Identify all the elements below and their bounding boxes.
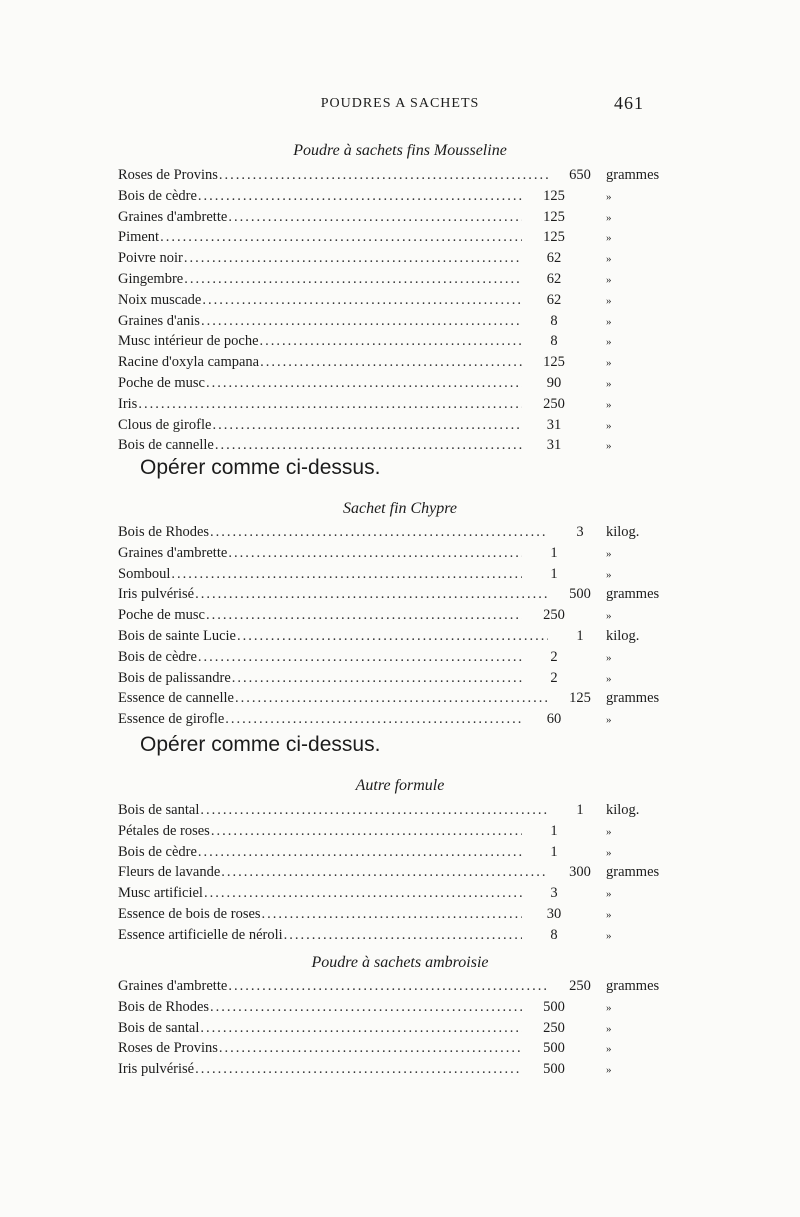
- ingredient-row: [118, 690, 678, 711]
- ingredient-name: Racine d'oxyla campana: [118, 354, 260, 371]
- ingredient-name: Bois de Rhodes: [118, 998, 210, 1015]
- ingredient-unit: »: [606, 211, 612, 224]
- instruction-text: Opérer comme ci-dessus.: [140, 733, 381, 756]
- ingredient-name: Bois de cannelle: [118, 437, 214, 454]
- ingredient-name: Iris pulvérisé: [118, 586, 195, 603]
- leader-dots: [260, 354, 522, 371]
- ingredient-quantity: 8: [550, 312, 558, 329]
- ingredient-unit: grammes: [606, 690, 660, 707]
- ingredient-row: [118, 906, 678, 927]
- leader-dots: [201, 313, 522, 330]
- ingredient-unit: »: [606, 253, 612, 266]
- ingredient-row: [118, 927, 678, 948]
- ingredient-quantity: 2: [550, 669, 558, 686]
- leader-dots: [198, 188, 522, 205]
- leader-dots: [284, 927, 522, 944]
- ingredient-quantity: 31: [546, 416, 562, 433]
- ingredient-quantity: 250: [569, 978, 591, 994]
- leader-dots: [200, 802, 548, 819]
- ingredient-name: Graines d'ambrette: [118, 208, 228, 225]
- ingredient-quantity: 500: [543, 1061, 565, 1078]
- ingredient-unit: »: [606, 908, 612, 921]
- leader-dots: [237, 628, 548, 645]
- leader-dots: [195, 586, 548, 603]
- ingredient-row: [118, 711, 678, 732]
- ingredient-quantity: 1: [576, 802, 584, 818]
- ingredient-unit: »: [606, 273, 612, 286]
- ingredient-row: [118, 333, 678, 354]
- ingredient-quantity: 250: [543, 607, 565, 624]
- ingredient-quantity: 125: [543, 229, 565, 246]
- section-title-mousseline: Poudre à sachets fins Mousseline: [293, 142, 507, 159]
- ingredient-unit: »: [606, 547, 612, 560]
- ingredient-name: Noix muscade: [118, 291, 202, 308]
- ingredient-row: [118, 586, 678, 607]
- leader-dots: [232, 670, 522, 687]
- ingredient-quantity: 1: [550, 544, 558, 561]
- ingredient-unit: »: [606, 357, 612, 370]
- ingredient-name: Bois de Rhodes: [118, 524, 210, 540]
- ingredient-unit: grammes: [606, 586, 660, 603]
- ingredient-row: [118, 802, 678, 823]
- ingredient-quantity: 62: [546, 250, 562, 267]
- ingredient-quantity: 1: [550, 565, 558, 582]
- ingredient-quantity: 125: [569, 690, 591, 707]
- leader-dots: [200, 1020, 522, 1037]
- ingredient-row: [118, 999, 678, 1020]
- ingredient-row: [118, 209, 678, 230]
- ingredient-row: [118, 188, 678, 209]
- ingredient-row: [118, 978, 678, 999]
- ingredient-name: Roses de Provins: [118, 1040, 218, 1057]
- ingredient-name: Graines d'anis: [118, 312, 200, 329]
- leader-dots: [206, 607, 522, 624]
- ingredient-unit: »: [606, 419, 612, 432]
- leader-dots: [184, 250, 522, 267]
- ingredient-row: [118, 1020, 678, 1041]
- ingredient-row: [118, 250, 678, 271]
- ingredient-quantity: 8: [550, 333, 558, 350]
- ingredient-quantity: 3: [550, 885, 558, 902]
- ingredient-name: Essence de girofle: [118, 711, 225, 728]
- leader-dots: [171, 566, 522, 583]
- ingredient-row: [118, 607, 678, 628]
- leader-dots: [211, 823, 522, 840]
- ingredient-name: Essence de bois de roses: [118, 905, 261, 922]
- ingredient-quantity: 31: [546, 437, 562, 454]
- section-title-ambroisie: Poudre à sachets ambroisie: [311, 954, 489, 971]
- ingredient-unit: »: [606, 672, 612, 685]
- ingredient-name: Bois de palissandre: [118, 669, 231, 686]
- ingredient-unit: kilog.: [606, 627, 640, 644]
- leader-dots: [198, 649, 522, 666]
- section-title-autre-formule: Autre formule: [355, 777, 445, 794]
- ingredient-unit: grammes: [606, 978, 660, 994]
- leader-dots: [235, 690, 548, 707]
- ingredient-quantity: 650: [569, 167, 591, 183]
- ingredient-quantity: 90: [546, 374, 562, 391]
- ingredient-name: Poche de musc: [118, 374, 205, 391]
- ingredient-row: [118, 844, 678, 865]
- ingredient-unit: »: [606, 1001, 612, 1014]
- ingredient-row: [118, 670, 678, 691]
- ingredient-unit: »: [606, 294, 612, 307]
- ingredient-quantity: 30: [546, 905, 562, 922]
- ingredient-name: Bois de sainte Lucie: [118, 627, 236, 644]
- ingredient-unit: »: [606, 651, 612, 664]
- ingredient-row: [118, 313, 678, 334]
- ingredient-quantity: 500: [569, 586, 591, 603]
- ingredient-name: Clous de girofle: [118, 416, 212, 433]
- ingredient-name: Poche de musc: [118, 607, 205, 624]
- leader-dots: [219, 1040, 522, 1057]
- ingredient-row: [118, 649, 678, 670]
- ingredient-row: [118, 167, 678, 188]
- leader-dots: [228, 978, 548, 995]
- ingredient-unit: »: [606, 846, 612, 859]
- ingredient-name: Somboul: [118, 565, 171, 582]
- ingredient-unit: »: [606, 610, 612, 623]
- leader-dots: [138, 396, 522, 413]
- ingredient-row: [118, 628, 678, 649]
- ingredient-quantity: 125: [543, 187, 565, 204]
- ingredient-unit: »: [606, 377, 612, 390]
- ingredient-name: Musc intérieur de poche: [118, 333, 259, 350]
- leader-dots: [202, 292, 522, 309]
- ingredient-name: Bois de cèdre: [118, 187, 197, 204]
- ingredient-unit: »: [606, 1022, 612, 1035]
- ingredient-quantity: 500: [543, 1040, 565, 1057]
- ingredient-quantity: 62: [546, 270, 562, 287]
- leader-dots: [210, 999, 522, 1016]
- ingredient-row: [118, 545, 678, 566]
- ingredient-quantity: 2: [550, 648, 558, 665]
- ingredient-unit: »: [606, 825, 612, 838]
- ingredient-quantity: 300: [569, 864, 591, 881]
- ingredient-name: Bois de cèdre: [118, 843, 197, 860]
- ingredient-quantity: 250: [543, 395, 565, 412]
- ingredient-name: Essence artificielle de néroli: [118, 926, 283, 943]
- ingredient-list-chypre: [118, 524, 678, 732]
- ingredient-unit: »: [606, 568, 612, 581]
- leader-dots: [195, 1061, 522, 1078]
- ingredient-quantity: 500: [543, 998, 565, 1015]
- leader-dots: [225, 711, 522, 728]
- ingredient-unit: »: [606, 1043, 612, 1056]
- ingredient-name: Fleurs de lavande: [118, 864, 221, 881]
- instruction-text: Opérer comme ci-dessus.: [140, 456, 381, 479]
- ingredient-row: [118, 375, 678, 396]
- ingredient-unit: »: [606, 714, 612, 727]
- ingredient-row: [118, 396, 678, 417]
- leader-dots: [262, 906, 522, 923]
- ingredient-unit: grammes: [606, 167, 660, 183]
- running-head: POUDRES A SACHETS: [320, 96, 480, 111]
- ingredient-quantity: 125: [543, 208, 565, 225]
- ingredient-unit: »: [606, 929, 612, 942]
- section-title-chypre: Sachet fin Chypre: [342, 500, 458, 517]
- leader-dots: [184, 271, 522, 288]
- ingredient-unit: »: [606, 190, 612, 203]
- ingredient-name: Essence de cannelle: [118, 690, 234, 707]
- ingredient-name: Graines d'ambrette: [118, 978, 228, 994]
- ingredient-name: Iris pulvérisé: [118, 1061, 195, 1078]
- leader-dots: [260, 333, 522, 350]
- ingredient-list-mousseline: [118, 167, 678, 458]
- ingredient-unit: »: [606, 440, 612, 453]
- leader-dots: [198, 844, 522, 861]
- ingredient-row: [118, 885, 678, 906]
- ingredient-name: Graines d'ambrette: [118, 544, 228, 561]
- ingredient-list-ambroisie: [118, 978, 678, 1082]
- ingredient-name: Poivre noir: [118, 250, 183, 267]
- ingredient-unit: kilog.: [606, 802, 640, 818]
- ingredient-row: [118, 271, 678, 292]
- leader-dots: [204, 885, 522, 902]
- ingredient-row: [118, 823, 678, 844]
- leader-dots: [206, 375, 522, 392]
- ingredient-quantity: 1: [576, 627, 584, 644]
- ingredient-row: [118, 417, 678, 438]
- ingredient-unit: »: [606, 1064, 612, 1077]
- leader-dots: [228, 209, 522, 226]
- ingredient-row: [118, 354, 678, 375]
- ingredient-row: [118, 864, 678, 885]
- ingredient-row: [118, 1040, 678, 1061]
- ingredient-name: Bois de santal: [118, 1019, 200, 1036]
- ingredient-quantity: 8: [550, 926, 558, 943]
- ingredient-unit: kilog.: [606, 524, 640, 540]
- ingredient-unit: »: [606, 398, 612, 411]
- page-number: 461: [614, 93, 644, 113]
- ingredient-quantity: 60: [546, 711, 562, 728]
- leader-dots: [160, 229, 522, 246]
- ingredient-quantity: 3: [576, 524, 584, 540]
- leader-dots: [228, 545, 522, 562]
- ingredient-unit: »: [606, 232, 612, 245]
- leader-dots: [212, 417, 522, 434]
- leader-dots: [210, 524, 548, 541]
- ingredient-row: [118, 229, 678, 250]
- ingredient-unit: grammes: [606, 864, 660, 881]
- ingredient-unit: »: [606, 888, 612, 901]
- ingredient-name: Musc artificiel: [118, 885, 203, 902]
- ingredient-quantity: 250: [543, 1019, 565, 1036]
- ingredient-row: [118, 292, 678, 313]
- ingredient-row: [118, 566, 678, 587]
- ingredient-name: Pétales de roses: [118, 822, 210, 839]
- leader-dots: [215, 437, 522, 454]
- leader-dots: [219, 167, 548, 184]
- ingredient-name: Gingembre: [118, 270, 184, 287]
- ingredient-unit: »: [606, 315, 612, 328]
- ingredient-name: Iris: [118, 395, 138, 412]
- ingredient-row: [118, 1061, 678, 1082]
- ingredient-quantity: 1: [550, 822, 558, 839]
- leader-dots: [221, 864, 548, 881]
- ingredient-unit: »: [606, 336, 612, 349]
- ingredient-quantity: 1: [550, 843, 558, 860]
- ingredient-quantity: 125: [543, 354, 565, 371]
- ingredient-quantity: 62: [546, 291, 562, 308]
- ingredient-name: Bois de santal: [118, 802, 200, 818]
- ingredient-name: Roses de Provins: [118, 167, 218, 183]
- ingredient-name: Piment: [118, 229, 160, 246]
- ingredient-row: [118, 524, 678, 545]
- ingredient-name: Bois de cèdre: [118, 648, 197, 665]
- ingredient-list-autre-formule: [118, 802, 678, 948]
